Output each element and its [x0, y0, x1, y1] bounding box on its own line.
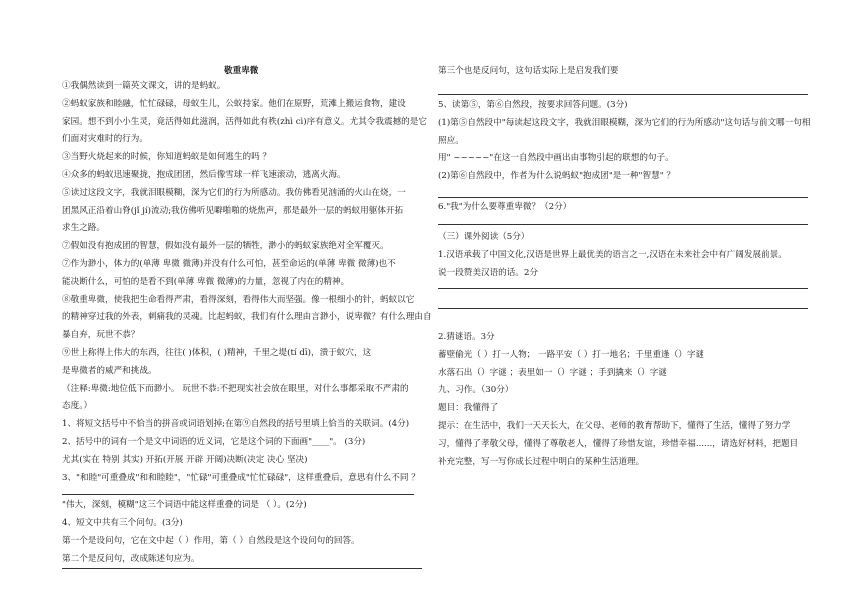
text-line: 水落石出（）字谜 ；表里如一（）字谜 ；手到擒来（）字谜 — [438, 367, 667, 378]
text-line: （三）课外阅读（5分） — [438, 232, 530, 242]
text-line: ③当野火烧起来的时候，你知道蚂蚁是如何逃生的吗 ？ — [62, 152, 271, 163]
text-line: "伟大，深刻，模糊"这三个词语中能这样重叠的词是 （ ）。(2分) — [62, 500, 307, 511]
text-line: 照应。 — [438, 135, 464, 146]
text-line: 家园。想不到小小生灵，竟活得如此滋润，活得如此有秩(zhì cì)序有意义。尤其令我震撼的是它 — [62, 116, 427, 127]
text-line: (2)第⑥自然段中，作者为什么说蚂蚁"抱成团"是一种"智慧" ？ — [438, 171, 675, 182]
answer-line — [438, 308, 808, 309]
text-line: (1)第⑤自然段中"每读起这段文字，我就泪眼模糊，深为它们的行为所感动"这句话与前文哪一句相 — [438, 117, 811, 128]
text-line: 3、"和睦"可重叠成"和和睦睦"，"忙碌"可重叠成"忙忙碌碌"，这样重叠后，意思有什么不同 ？ — [62, 472, 420, 483]
answer-line — [438, 224, 808, 225]
page-title: 敬重卑微 — [224, 66, 259, 76]
answer-line — [62, 494, 414, 495]
text-line: 第三个也是反问句，这句话实际上是启发我们要 — [438, 66, 619, 76]
text-line: 6."我"为什么要尊重卑微？（2分） — [438, 202, 572, 212]
text-line: 尤其(实在 特别 其实) 开拓(开展 开辟 开阔)决断(决定 决心 坚决) — [62, 454, 308, 465]
text-line: ②蚂蚁家族和睦融，忙忙碌碌，母蚁生儿，公蚁持家。他们在原野，荒滩上搬运食物，建设 — [62, 98, 406, 109]
text-line: ⑤读过这段文字，我就泪眼模糊，深为它们的行为所感动。我仿佛看见汹涌的火山在烧，一 — [62, 187, 406, 198]
text-line: 用" ~~~~~"在这一自然段中画出由事物引起的联想的句子。 — [438, 153, 674, 164]
text-line: 说一段赞美汉语的话。2分 — [438, 267, 538, 278]
text-line: 团黑风正沿着山脊(jǐ jí)流动;我仿佛听见噼啪啪的烧焦声，那是最外一层的蚂蚁用躯体开拓 — [62, 205, 404, 216]
text-line: 补充完整，写一写你成长过程中明白的某种生活道理。 — [438, 456, 645, 467]
text-line: ④众多的蚂蚁迅速聚拢，抱成团团，然后像雪球一样飞速滚动，逃离火海。 — [62, 170, 346, 180]
text-line: ⑦作为渺小，体力的(单薄 卑微 微薄)并没有什么可怕，甚至命运的(单薄 卑微 微薄)也不 — [62, 259, 396, 269]
text-line: 蓄壁偷光（ ）打一人物； 一路平安（ ）打一地名；千里重逢（）字谜 — [438, 349, 705, 360]
text-line: 1.汉语承载了中国文化,汉语是世界上最优美的语言之一,汉语在未来社会中有广阔发展前景。 — [438, 249, 787, 260]
text-line: 题目：我懂得了 — [438, 403, 499, 414]
text-line: 2、括号中的词有一个是文中词语的近义词，它是这个词的下面画"____"。 (3分) — [62, 437, 366, 447]
text-line: 态度。） — [62, 401, 93, 412]
text-line: （注释:卑微:地位低下而渺小。 玩世不恭:不把现实社会放在眼里，对什么事都采取不严肃的 — [62, 383, 409, 394]
answer-line — [438, 197, 808, 198]
text-line: 求生之路。 — [62, 223, 105, 234]
text-line: 暴自弃，玩世不恭？ — [62, 330, 140, 341]
text-line: ①我偶然读到一篇英文课文，讲的是蚂蚁。 — [62, 81, 226, 91]
answer-line — [438, 288, 808, 289]
text-line: 2.猜谜语。3分 — [438, 332, 495, 342]
text-line: 们面对灾难时的行为。 — [62, 134, 148, 145]
text-line: 第一个是设问句，它在文中起（ ）作用，第（ ）自然段是这个设问句的回答。 — [62, 536, 360, 546]
text-line: ⑦假如没有抱成团的智慧，假如没有最外一层的牺牲，渺小的蚂蚁家族绝对全军覆灭。 — [62, 241, 389, 252]
text-line: 是卑微者的威严和挑战。 — [62, 365, 157, 376]
text-line: 4、短文中共有三个问句。(3分) — [62, 518, 183, 529]
text-line: 能决断什么，可怕的是看不到(单薄 卑微 微薄)的力量，忽视了内在的精神。 — [62, 276, 350, 287]
text-line: 5、读第⑤，第⑥自然段，按要求回答问题。(3分) — [438, 100, 628, 110]
text-line: 的精神穿过我的外表，刺痛我的灵魂。比起蚂蚁，我们有什么理由言渺小，说卑微？有什么理由自 — [62, 312, 432, 323]
text-line: ⑧敬重卑微，使我把生命看得严肃，看得深刻，看得伟大而坚强。像一根细小的针，蚂蚁以它 — [62, 294, 415, 305]
text-line: 提示：在生活中，我们一天天长大，在父母、老师的教育帮助下，懂得了生活，懂得了努力学 — [438, 421, 791, 431]
text-line: 第二个是反问句，改成陈述句应为。 — [62, 553, 200, 564]
text-line: ⑨世上称得上伟大的东西，往往( )体积，( )精神，千里之堤(tí dī)，溃于蚁穴，这 — [62, 348, 372, 358]
text-line: 习，懂得了孝敬父母，懂得了尊敬老人，懂得了珍惜友谊，珍惜幸福......，请选好材料，把题目 — [438, 438, 799, 449]
text-line: 1、将短文括号中不恰当的拼音或词语划掉;在第⑨自然段的括号里填上恰当的关联词。(4分) — [62, 419, 410, 430]
answer-line — [438, 94, 808, 95]
answer-line — [62, 568, 422, 569]
text-line: 九、习作。（30分） — [438, 385, 514, 396]
